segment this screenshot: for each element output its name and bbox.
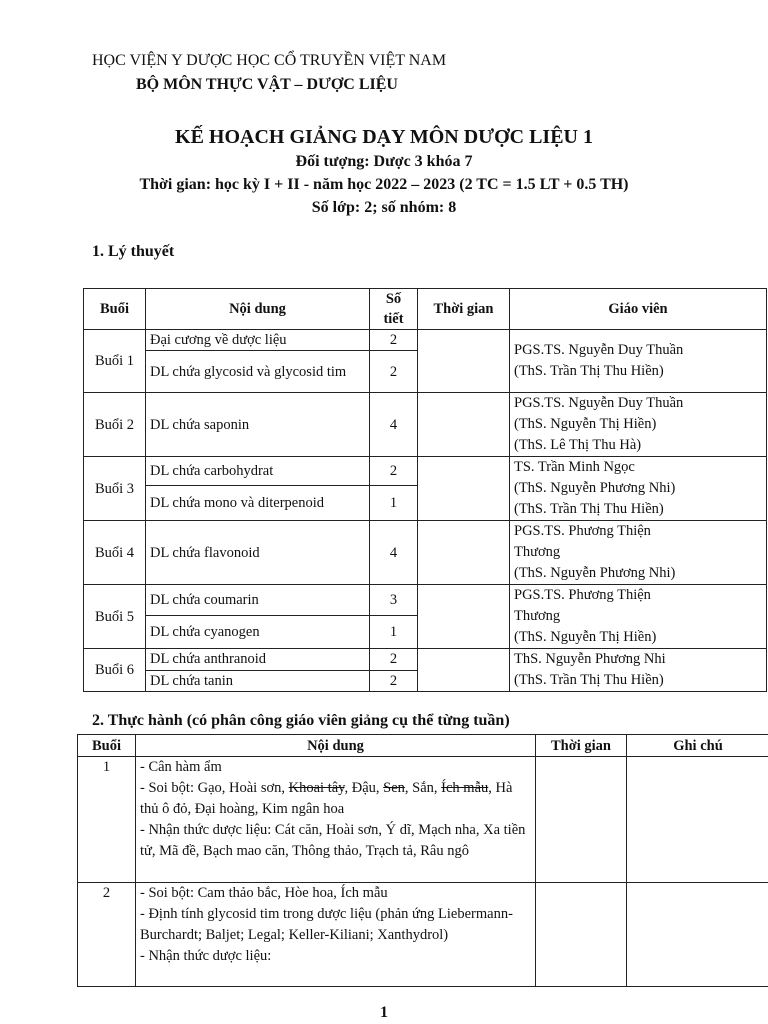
hours-cell: 1 [370, 486, 418, 521]
col-time: Thời gian [536, 735, 627, 757]
time-line: Thời gian: học kỳ I + II - năm học 2022 – 2023 (2 TC = 1.5 LT + 0.5 TH) [139, 176, 629, 193]
hours-cell: 4 [370, 521, 418, 585]
theory-header-row [84, 289, 767, 330]
session-cell: Buổi 3 [84, 457, 146, 521]
topic-cell: DL chứa tanin [146, 670, 370, 692]
hours-cell: 2 [370, 670, 418, 692]
teacher-cell: TS. Trần Minh Ngọc (ThS. Nguyễn Phương Nhi) (ThS. Trần Thị Thu Hiền) [510, 457, 767, 521]
topic-cell: DL chứa cyanogen [146, 616, 370, 649]
topic-cell: DL chứa coumarin [146, 585, 370, 616]
table-row [84, 521, 767, 585]
time-cell [536, 883, 627, 987]
session-cell: 2 [78, 883, 136, 987]
topic-cell: DL chứa carbohydrat [146, 457, 370, 486]
document-title: KẾ HOẠCH GIẢNG DẠY MÔN DƯỢC LIỆU 1 [175, 126, 593, 148]
table-row [78, 883, 768, 987]
teacher-cell: PGS.TS. Nguyễn Duy Thuần (ThS. Nguyễn Thị Hiền) (ThS. Lê Thị Thu Hà) [510, 393, 767, 457]
col-content: Nội dung [136, 735, 536, 757]
table-row [84, 457, 767, 486]
org-name-line1: HỌC VIỆN Y DƯỢC HỌC CỔ TRUYỀN VIỆT NAM [92, 52, 447, 69]
time-cell [418, 521, 510, 585]
col-session: Buổi [84, 289, 146, 330]
time-cell [418, 457, 510, 521]
col-hours: Số tiết [370, 289, 418, 330]
practice-heading: 2. Thực hành (có phân công giáo viên giảng cụ thể từng tuần) [92, 712, 510, 729]
session-cell: 1 [78, 757, 136, 883]
hours-cell: 2 [370, 457, 418, 486]
org-name-line2: BỘ MÔN THỰC VẬT – DƯỢC LIỆU [136, 76, 398, 93]
session-cell: Buổi 4 [84, 521, 146, 585]
col-content: Nội dung [146, 289, 370, 330]
time-cell [418, 393, 510, 457]
topic-cell: DL chứa flavonoid [146, 521, 370, 585]
teacher-cell: PGS.TS. Phương Thiện Thương (ThS. Nguyễn Thị Hiền) [510, 585, 767, 649]
teacher-cell: PGS.TS. Phương Thiện Thương (ThS. Nguyễn Phương Nhi) [510, 521, 767, 585]
hours-cell: 2 [370, 330, 418, 351]
page-number: 1 [380, 1004, 388, 1021]
time-cell [418, 330, 510, 393]
hours-cell: 2 [370, 351, 418, 393]
col-session: Buổi [78, 735, 136, 757]
teacher-cell: PGS.TS. Nguyễn Duy Thuần (ThS. Trần Thị Thu Hiền) [510, 330, 767, 393]
class-line: Số lớp: 2; số nhóm: 8 [311, 199, 457, 216]
topic-cell: DL chứa saponin [146, 393, 370, 457]
time-cell [418, 649, 510, 692]
time-cell [536, 757, 627, 883]
table-row [78, 757, 768, 883]
session-cell: Buổi 2 [84, 393, 146, 457]
hours-cell: 4 [370, 393, 418, 457]
table-row [84, 330, 767, 351]
topic-cell: DL chứa mono và diterpenoid [146, 486, 370, 521]
topic-cell: Đại cương về dược liệu [146, 330, 370, 351]
hours-cell: 3 [370, 585, 418, 616]
time-cell [418, 585, 510, 649]
col-time: Thời gian [418, 289, 510, 330]
theory-heading: 1. Lý thuyết [92, 243, 175, 260]
table-row [84, 585, 767, 616]
col-note: Ghi chú [627, 735, 768, 757]
hours-cell: 1 [370, 616, 418, 649]
note-cell [627, 883, 768, 987]
practice-header-row [78, 735, 768, 757]
teacher-cell: ThS. Nguyễn Phương Nhi (ThS. Trần Thị Thu Hiền) [510, 649, 767, 692]
topic-cell: DL chứa anthranoid [146, 649, 370, 671]
content-cell: - Soi bột: Cam thảo bắc, Hòe hoa, Ích mẫu - Định tính glycosid tim trong dược liệu (phản ứng Liebermann-Burchardt; Baljet; Legal; Keller-Kiliani; Xanthydrol) - Nhận thức dược liệu: [136, 883, 536, 987]
col-teacher: Giáo viên [510, 289, 767, 330]
session-cell: Buổi 1 [84, 330, 146, 393]
topic-cell: DL chứa glycosid và glycosid tim [146, 351, 370, 393]
table-row [84, 649, 767, 671]
content-cell: - Cân hàm ẩm - Soi bột: Gạo, Hoài sơn, Khoai tây, Đậu, Sen, Sắn, Ích mẫu, Hà thủ ô đỏ, Đại hoàng, Kim ngân hoa - Nhận thức dược liệu: Cát căn, Hoài sơn, Ý dĩ, Mạch nha, Xa tiền tử, Mã đề, Bạch mao căn, Thông thảo, Trạch tả, Râu ngô [136, 757, 536, 883]
theory-table [83, 288, 767, 692]
table-row [84, 393, 767, 457]
session-cell: Buổi 5 [84, 585, 146, 649]
practice-table [77, 734, 768, 987]
session-cell: Buổi 6 [84, 649, 146, 692]
hours-cell: 2 [370, 649, 418, 671]
note-cell [627, 757, 768, 883]
subject-line: Đối tượng: Dược 3 khóa 7 [295, 153, 473, 170]
